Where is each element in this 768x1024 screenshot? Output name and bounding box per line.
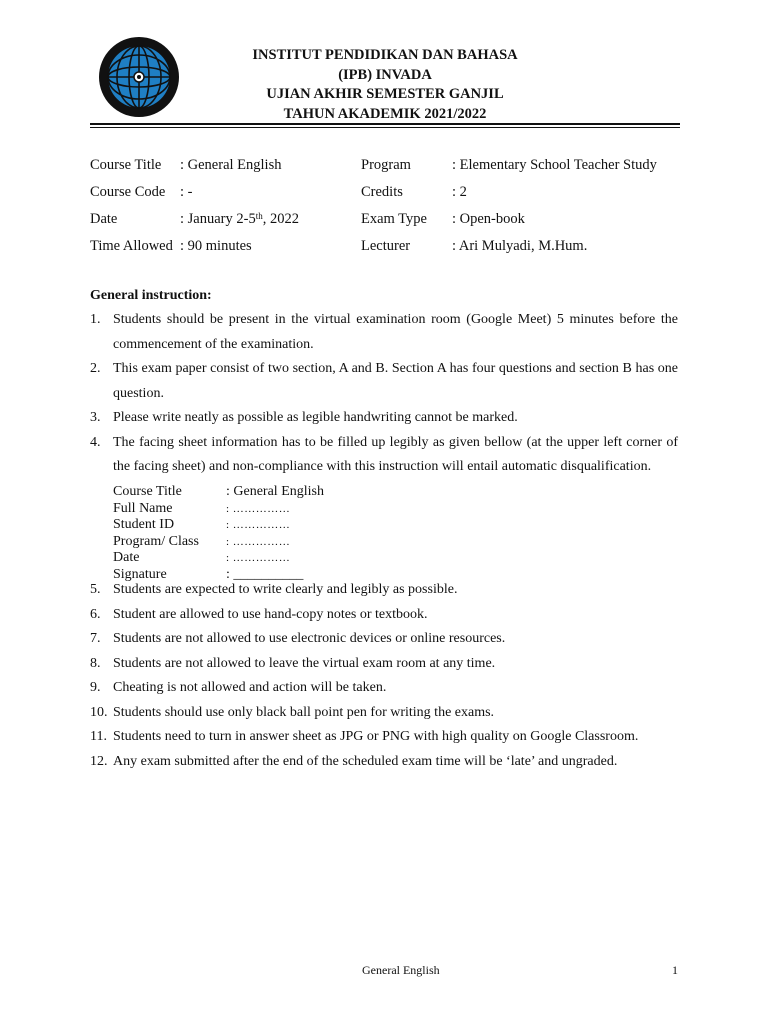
info-row-exam-type [361, 206, 657, 233]
item-text: Students are not allowed to use electronic devices or online resources. [113, 631, 506, 646]
item-text: Please write neatly as possible as legible handwriting cannot be marked. [113, 410, 518, 425]
item-number: 4. [90, 434, 101, 450]
facing-row-course-title [113, 484, 324, 501]
item-number: 8. [90, 655, 101, 671]
facing-value: : …………… [226, 519, 291, 531]
info-row-program [361, 152, 657, 179]
item-number: 7. [90, 631, 101, 646]
info-label: Course Title [90, 157, 162, 173]
facing-row-full-name [113, 501, 324, 518]
info-value: : 90 minutes [180, 238, 252, 254]
facing-row-student-id [113, 517, 324, 534]
facing-value: : General English [226, 484, 324, 499]
item-text: Students are expected to write clearly and legibly as possible. [113, 582, 458, 597]
info-value: : 2 [452, 184, 467, 200]
info-label: Course Code [90, 184, 166, 200]
list-item [90, 578, 678, 603]
item-text: Students are not allowed to leave the virtual exam room at any time. [113, 655, 496, 671]
facing-row-program-class [113, 534, 324, 551]
facing-value: : …………… [226, 502, 291, 515]
header-academic-year: TAHUN AKADEMIK 2021/2022 [283, 105, 487, 122]
facing-value: : …………… [226, 552, 291, 564]
item-number: 12. [90, 753, 108, 769]
header-exam-name: UJIAN AKHIR SEMESTER GANJIL [266, 86, 504, 102]
item-text: This exam paper consist of two section, A and B. Section A has four questions and section B has one question. [113, 361, 678, 401]
header-divider-thin [90, 127, 680, 128]
info-value: : Ari Mulyadi, M.Hum. [452, 238, 588, 254]
info-label: Time Allowed [90, 238, 173, 254]
list-item [90, 431, 678, 480]
facing-label: Student ID [113, 517, 175, 532]
item-text: Students should use only black ball point pen for writing the exams. [113, 704, 495, 720]
list-item [90, 701, 678, 726]
item-number: 10. [90, 704, 108, 720]
item-number: 11. [90, 729, 107, 744]
item-number: 3. [90, 410, 101, 425]
facing-label: Program/ Class [113, 533, 199, 549]
info-value: : - [180, 184, 193, 200]
facing-label: Course Title [113, 484, 182, 499]
info-label: Date [90, 211, 118, 227]
item-number: 9. [90, 680, 101, 695]
instructions-list-part1 [90, 308, 678, 480]
list-item [90, 627, 678, 652]
facing-value: : …………… [226, 535, 291, 548]
facing-row-date [113, 550, 324, 567]
info-row-course-title [90, 152, 299, 179]
list-item [90, 357, 678, 406]
item-text: Students need to turn in answer sheet as JPG or PNG with high quality on Google Classroom. [113, 729, 639, 744]
instructions-heading: General instruction: [90, 288, 212, 303]
facing-sheet-template [113, 484, 324, 583]
header-abbreviation: (IPB) INVADA [338, 66, 432, 83]
item-number: 6. [90, 606, 101, 622]
info-row-credits [361, 179, 657, 206]
item-text: The facing sheet information has to be filled up legibly as given bellow (at the upper left corner of the facing sheet) and non-compliance with this instruction will entail automatic disqualification. [113, 434, 678, 474]
info-label: Exam Type [361, 211, 427, 227]
course-info-right [361, 152, 657, 260]
list-item [90, 750, 678, 775]
facing-label: Date [113, 550, 140, 565]
facing-label: Full Name [113, 500, 173, 516]
footer-course-title: General English [362, 963, 440, 977]
item-text: Students should be present in the virtual examination room (Google Meet) 5 minutes before the commencement of the examination. [113, 312, 678, 352]
institution-logo [98, 36, 180, 118]
footer-page-number: 1 [672, 963, 678, 977]
header-divider-thick [90, 123, 680, 125]
item-number: 2. [90, 361, 101, 376]
instructions-list-part2 [90, 578, 678, 774]
item-text: Student are allowed to use hand-copy notes or textbook. [113, 606, 428, 622]
info-label: Lecturer [361, 238, 411, 254]
list-item [90, 406, 678, 431]
item-text: Cheating is not allowed and action will be taken. [113, 680, 387, 695]
course-info-left [90, 152, 299, 260]
info-value: : General English [180, 157, 282, 173]
item-text: Any exam submitted after the end of the scheduled exam time will be ‘late’ and ungraded. [113, 753, 618, 769]
info-value: : January 2-5 [180, 211, 256, 227]
list-item [90, 652, 678, 677]
info-label: Program [361, 157, 411, 173]
document-header [180, 46, 590, 124]
info-row-time-allowed [90, 233, 299, 260]
facing-value: : __________ [226, 566, 304, 582]
info-value: : Open-book [452, 211, 525, 227]
info-label: Credits [361, 184, 403, 200]
item-number: 1. [90, 312, 101, 327]
info-value-superscript: th [255, 211, 263, 221]
list-item [90, 676, 678, 701]
header-institution: INSTITUT PENDIDIKAN DAN BAHASA [252, 47, 518, 63]
info-value: : Elementary School Teacher Study [452, 157, 657, 173]
facing-label: Signature [113, 566, 167, 582]
info-row-lecturer [361, 233, 657, 260]
info-row-date [90, 206, 299, 233]
list-item [90, 725, 678, 750]
info-row-course-code [90, 179, 299, 206]
list-item [90, 603, 678, 628]
info-value-suffix: , 2022 [262, 211, 299, 227]
item-number: 5. [90, 582, 101, 597]
list-item [90, 308, 678, 357]
